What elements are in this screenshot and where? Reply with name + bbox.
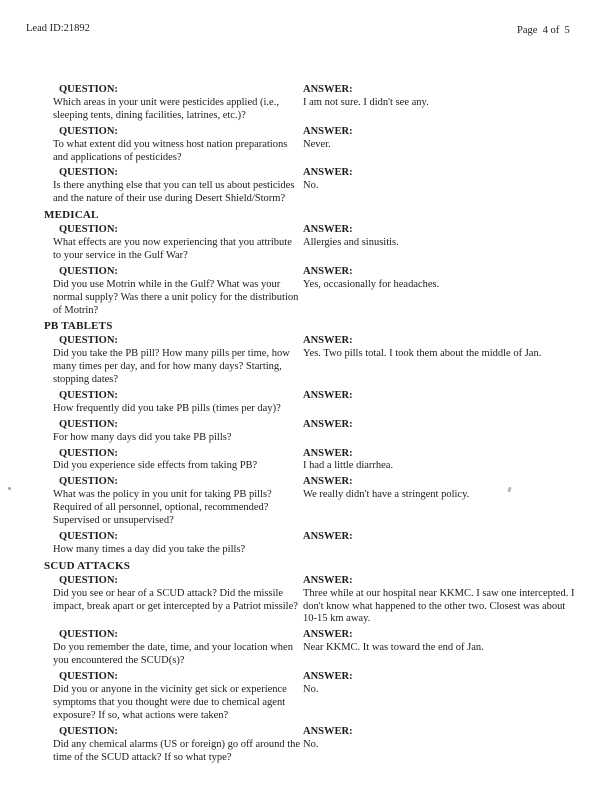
question-column <box>53 390 303 416</box>
question-text: Did you see or hear of a SCUD attack? Did the missile impact, break apart or get intercepted by a Patriot missile? <box>53 587 298 612</box>
qa-row <box>0 629 611 668</box>
answer-label: ANSWER: <box>303 671 353 683</box>
qa-row <box>0 726 611 765</box>
question-text: What effects are you now experiencing that you attribute to your service in the Gulf War? <box>53 236 292 261</box>
section-title-pb-tablets: PB TABLETS <box>44 320 113 333</box>
question-label: QUESTION: <box>59 447 118 459</box>
answer-column <box>303 224 588 263</box>
question-text: Which areas in your unit were pesticides applied (i.e., sleeping tents, dining facilities, latrines, etc.)? <box>53 96 279 121</box>
question-column <box>53 575 303 627</box>
scan-artifact-dot <box>8 487 11 490</box>
question-column <box>53 629 303 668</box>
question-label: QUESTION: <box>59 389 118 401</box>
answer-label: ANSWER: <box>303 629 353 641</box>
question-text: Is there anything else that you can tell us about pesticides and the nature of their use during Desert Shield/Storm? <box>53 180 295 205</box>
answer-label: ANSWER: <box>303 447 353 459</box>
answer-column <box>303 448 588 474</box>
question-label: QUESTION: <box>59 335 118 347</box>
answer-column <box>303 476 588 528</box>
answer-label: ANSWER: <box>303 84 353 95</box>
question-label: QUESTION: <box>59 531 118 542</box>
answer-text: Allergies and sinusitis. <box>303 236 399 248</box>
qa-row <box>0 419 611 445</box>
answer-text: Three while at our hospital near KKMC. I saw one intercepted. I don't know what happened to the other two. Closest was about 10-15 km away. <box>303 587 575 625</box>
question-column <box>53 726 303 765</box>
qa-row <box>0 575 611 627</box>
question-text: Did you use Motrin while in the Gulf? What was your normal supply? Was there a unit policy for the distribution of Motrin? <box>53 278 299 316</box>
answer-label: ANSWER: <box>303 167 353 179</box>
question-label: QUESTION: <box>59 725 118 737</box>
answer-label: ANSWER: <box>303 265 353 277</box>
qa-row <box>0 167 611 206</box>
question-text: Did you experience side effects from taking PB? <box>53 460 258 472</box>
lead-id: Lead ID:21892 <box>26 23 90 34</box>
answer-label: ANSWER: <box>303 531 353 542</box>
answer-text: I am not sure. I didn't see any. <box>303 96 429 108</box>
answer-column <box>303 419 588 445</box>
answer-label: ANSWER: <box>303 725 353 737</box>
section-title-medical: MEDICAL <box>44 209 99 222</box>
question-label: QUESTION: <box>59 476 118 488</box>
question-column <box>53 531 303 557</box>
answer-text: No. <box>303 180 319 192</box>
answer-label: ANSWER: <box>303 125 353 137</box>
answer-label: ANSWER: <box>303 335 353 347</box>
question-label: QUESTION: <box>59 629 118 641</box>
answer-label: ANSWER: <box>303 476 353 488</box>
answer-label: ANSWER: <box>303 574 353 586</box>
answer-text: We really didn't have a stringent policy. <box>303 489 470 501</box>
question-text: How frequently did you take PB pills (times per day)? <box>53 402 281 414</box>
qa-row <box>0 448 611 474</box>
answer-label: ANSWER: <box>303 389 353 401</box>
qa-row <box>0 476 611 528</box>
answer-column <box>303 531 588 557</box>
question-column <box>53 84 303 123</box>
question-column <box>53 476 303 528</box>
section-title-scud-attacks: SCUD ATTACKS <box>44 559 131 572</box>
qa-row <box>0 671 611 723</box>
answer-column <box>303 726 588 765</box>
answer-text: No. <box>303 738 319 750</box>
question-text: For how many days did you take PB pills? <box>53 431 232 443</box>
question-label: QUESTION: <box>59 574 118 586</box>
question-label: QUESTION: <box>59 167 118 179</box>
answer-column <box>303 335 588 387</box>
question-text: Do you remember the date, time, and your location when you encountered the SCUD(s)? <box>53 642 293 667</box>
question-text: Did you or anyone in the vicinity get sick or experience symptoms that you thought were due to chemical agent exposure? If so, what actions were taken? <box>53 683 287 721</box>
page-number: Page 4 of 5 <box>517 25 570 36</box>
question-column <box>53 167 303 206</box>
question-text: Did you take the PB pill? How many pills per time, how many times per day, and for how many days? Starting, stopping dates? <box>53 348 290 386</box>
question-label: QUESTION: <box>59 224 118 236</box>
question-column <box>53 448 303 474</box>
answer-column <box>303 266 588 318</box>
answer-text: Yes. Two pills total. I took them about the middle of Jan. <box>303 348 542 360</box>
answer-column <box>303 629 588 668</box>
answer-column <box>303 390 588 416</box>
question-column <box>53 419 303 445</box>
question-label: QUESTION: <box>59 265 118 277</box>
question-text: Did any chemical alarms (US or foreign) go off around the time of the SCUD attack? If so what type? <box>53 738 301 763</box>
qa-row <box>0 390 611 416</box>
answer-column <box>303 167 588 206</box>
question-column <box>53 335 303 387</box>
qa-row <box>0 335 611 387</box>
answer-text: Near KKMC. It was toward the end of Jan. <box>303 642 484 654</box>
question-text: To what extent did you witness host nation preparations and applications of pesticides? <box>53 138 288 163</box>
question-column <box>53 126 303 165</box>
qa-row <box>0 126 611 165</box>
qa-row <box>0 84 611 123</box>
question-column <box>53 224 303 263</box>
answer-column <box>303 126 588 165</box>
question-label: QUESTION: <box>59 418 118 430</box>
qa-row <box>0 266 611 318</box>
qa-content <box>0 84 611 767</box>
qa-row <box>0 531 611 557</box>
answer-label: ANSWER: <box>303 418 353 430</box>
question-label: QUESTION: <box>59 125 118 137</box>
answer-column <box>303 575 588 627</box>
answer-text: Never. <box>303 138 331 150</box>
answer-column <box>303 671 588 723</box>
question-label: QUESTION: <box>59 84 118 95</box>
question-column <box>53 671 303 723</box>
question-text: What was the policy in you unit for taking PB pills? Required of all personnel, optional, recommended? Supervised or unsupervised? <box>53 489 272 527</box>
question-text: How many times a day did you take the pills? <box>53 543 246 555</box>
question-label: QUESTION: <box>59 671 118 683</box>
answer-text: Yes, occasionally for headaches. <box>303 278 440 290</box>
answer-text: No. <box>303 683 319 695</box>
qa-row <box>0 224 611 263</box>
answer-column <box>303 84 588 123</box>
answer-text: I had a little diarrhea. <box>303 460 394 472</box>
question-column <box>53 266 303 318</box>
answer-label: ANSWER: <box>303 224 353 236</box>
